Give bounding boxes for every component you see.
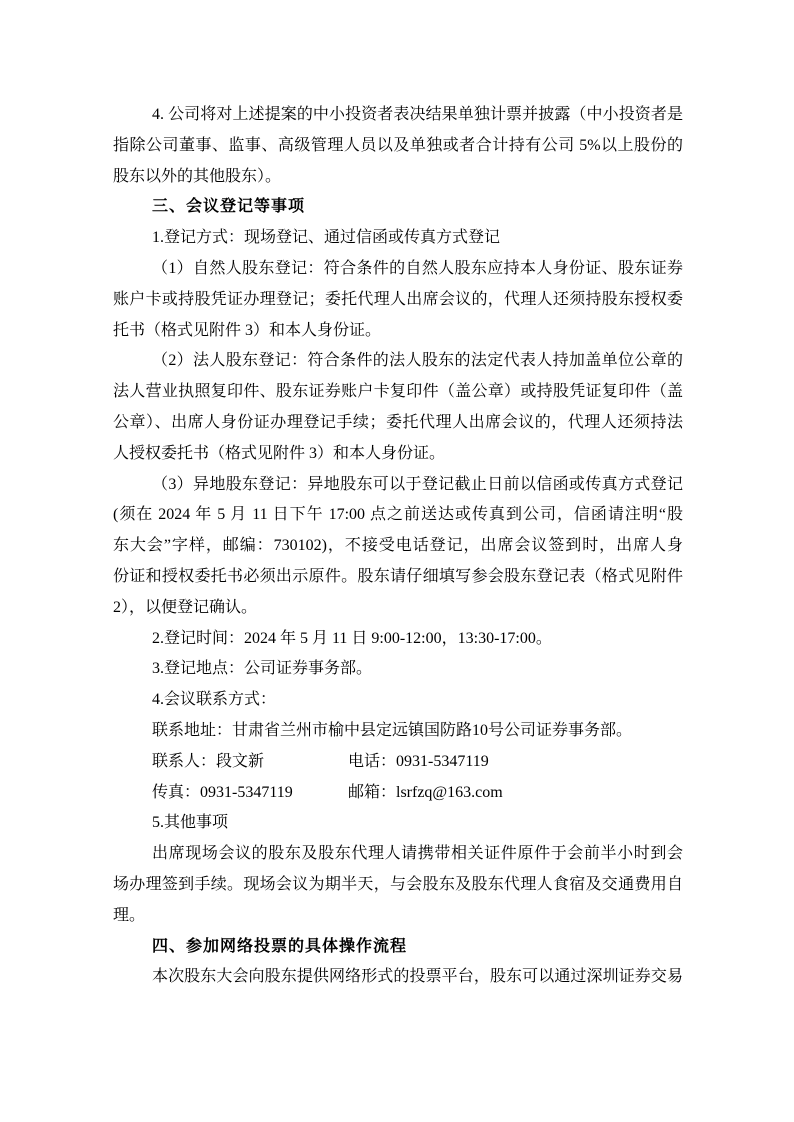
text-line: 场办理签到手续。现场会议为期半天，与会股东及股东代理人食宿及交通费用自 [113, 875, 683, 893]
text-line: 3.登记地点：公司证券事务部。 [152, 660, 373, 678]
text-line: 份证和授权委托书必须出示原件。股东请仔细填写参会股东登记表（格式见附件 [113, 567, 683, 585]
contact-line [113, 747, 683, 778]
text-line: 4. 公司将对上述提案的中小投资者表决结果单独计票并披露（中小投资者是 [152, 106, 683, 123]
contact-left: 联系人：段文新 [152, 752, 265, 770]
document-content [113, 100, 683, 993]
text-line: 2.登记时间：2024 年 5 月 11 日 9:00-12:00，13:30-17:00。 [152, 629, 552, 647]
text-line: 股东以外的其他股东）。 [113, 167, 282, 185]
contact-right: 邮箱：lsrfzq@163.com [348, 783, 503, 801]
text-line: 4.会议联系方式： [152, 691, 277, 709]
text-line: 理。 [113, 906, 146, 924]
text-line: 5.其他事项 [152, 814, 229, 832]
text-line: 东大会”字样，邮编：730102)，不接受电话登记，出席会议签到时，出席人身 [113, 537, 683, 555]
text-line: 联系地址：甘肃省兰州市榆中县定远镇国防路10号公司证券事务部。 [152, 721, 633, 739]
text-line: 账户卡或持股凭证办理登记；委托代理人出席会议的，代理人还须持股东授权委 [113, 290, 683, 308]
text-line: 指除公司董事、监事、高级管理人员以及单独或者合计持有公司 5%以上股份的 [113, 136, 683, 154]
contact-line [113, 778, 683, 809]
text-line: 托书（格式见附件 3）和本人身份证。 [113, 321, 382, 339]
text-line: 法人营业执照复印件、股东证券账户卡复印件（盖公章）或持股凭证复印件（盖 [113, 383, 683, 401]
text-line: 本次股东大会向股东提供网络形式的投票平台，股东可以通过深圳证券交易 [152, 968, 683, 986]
section-heading: 三、会议登记等事项 [152, 198, 306, 216]
text-line: 人授权委托书（格式见附件 3）和本人身份证。 [113, 444, 446, 462]
text-line: 2），以便登记确认。 [113, 598, 258, 616]
section-heading: 四、参加网络投票的具体操作流程 [152, 937, 408, 955]
text-line: (须在 2024 年 5 月 11 日下午 17:00 点之前送达或传真到公司，信函请注明“股 [113, 506, 683, 524]
contact-left: 传真：0931-5347119 [152, 783, 293, 801]
text-line: （1）自然人股东登记：符合条件的自然人股东应持本人身份证、股东证券 [152, 259, 683, 277]
text-line: 出席现场会议的股东及股东代理人请携带相关证件原件于会前半小时到会 [152, 845, 683, 863]
contact-right: 电话：0931-5347119 [348, 752, 489, 770]
text-line: 公章）、出席人身份证办理登记手续；委托代理人出席会议的，代理人还须持法 [113, 413, 683, 431]
text-line: （3）异地股东登记：异地股东可以于登记截止日前以信函或传真方式登记 [152, 475, 683, 493]
text-line: （2）法人股东登记：符合条件的法人股东的法定代表人持加盖单位公章的 [152, 352, 683, 370]
text-line: 1.登记方式：现场登记、通过信函或传真方式登记 [152, 229, 501, 247]
